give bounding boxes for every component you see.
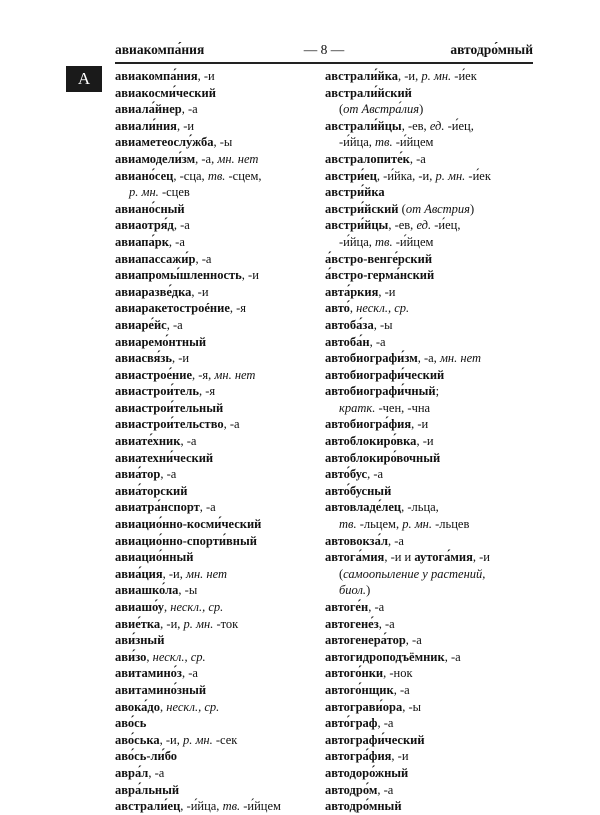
headword-variant: аутога́мия	[414, 550, 473, 565]
headword: авто́граф	[325, 716, 378, 731]
dictionary-entry	[325, 284, 540, 301]
entry-label: ед.	[416, 218, 432, 233]
dictionary-entry	[115, 483, 330, 500]
entry-label: мн. нет	[185, 566, 228, 581]
dictionary-entry	[325, 184, 540, 201]
dictionary-entry	[115, 334, 330, 351]
section-letter-tab: А	[66, 66, 102, 92]
headword: автогенера́тор	[325, 633, 406, 648]
entry-grammar: , -а	[405, 633, 422, 648]
dictionary-entry	[115, 798, 330, 815]
dictionary-entry	[115, 317, 330, 334]
entry-grammar: , -ы	[373, 317, 393, 332]
entry-grammar: , -а	[181, 102, 198, 117]
entry-continuation	[325, 101, 540, 118]
headword: авиатехни́ческий	[115, 450, 214, 465]
dictionary-entry	[325, 665, 540, 682]
headword: авиано́сец	[115, 168, 174, 183]
headword: авиацио́нно-косми́ческий	[115, 517, 262, 532]
headword: автоба́н	[325, 334, 370, 349]
entry-continuation	[325, 582, 540, 599]
headword: авиаре́йс	[115, 317, 167, 332]
headword: австрали́йка	[325, 69, 398, 83]
entry-continuation	[325, 134, 540, 151]
dictionary-entry	[115, 433, 330, 450]
headword: авиа́ция	[115, 566, 163, 581]
dictionary-entry	[115, 168, 330, 185]
entry-grammar: -и́ек	[465, 168, 491, 183]
headword: автобиографи́ческий	[325, 367, 445, 382]
entry-grammar: -льцев	[432, 517, 470, 532]
dictionary-entry	[325, 85, 540, 102]
entry-grammar: , -и и	[384, 550, 415, 565]
dictionary-entry	[115, 101, 330, 118]
dictionary-entry	[325, 350, 540, 367]
headword: авиашко́ла	[115, 583, 179, 598]
entry-continuation	[115, 184, 330, 201]
headword: австри́йка	[325, 185, 385, 200]
entry-grammar: , -а	[173, 218, 190, 233]
entry-label: р. мн.	[435, 168, 466, 183]
headword: авиатра́нспорт	[115, 500, 200, 515]
dictionary-entry	[115, 665, 330, 682]
entry-grammar: , -ев,	[401, 118, 430, 133]
headword: австрали́ец	[115, 799, 181, 814]
entry-continuation	[325, 400, 540, 417]
dictionary-entry	[325, 433, 540, 450]
headword: австралопите́к	[325, 151, 410, 166]
headword: автодоро́жный	[325, 765, 409, 780]
entry-grammar: , -и	[171, 351, 190, 366]
headword: авра́льный	[115, 782, 180, 797]
dictionary-entry	[325, 616, 540, 633]
entry-grammar: , -а	[180, 434, 197, 449]
dictionary-entry	[115, 599, 330, 616]
dictionary-entry	[325, 732, 540, 749]
entry-grammar: -и́йца,	[339, 234, 376, 249]
entry-label: тв.	[339, 517, 357, 532]
dictionary-entry	[115, 682, 330, 699]
entry-grammar: , -а	[409, 151, 426, 166]
dictionary-entry	[325, 715, 540, 732]
dictionary-entry	[325, 151, 540, 168]
entry-grammar: , -а	[367, 467, 384, 482]
entry-grammar: , -я,	[192, 367, 215, 382]
entry-grammar: , -и,	[159, 732, 183, 747]
entry-grammar: , -ы	[402, 699, 422, 714]
entry-grammar: , -и́йка, -и,	[376, 168, 436, 183]
dictionary-entry	[115, 118, 330, 135]
entry-grammar: , -нок	[383, 666, 413, 681]
headword: аво́сь	[115, 716, 147, 731]
headword: авиакомпа́ния	[115, 69, 198, 83]
dictionary-entry	[115, 383, 330, 400]
dictionary-entry	[325, 334, 540, 351]
entry-grammar: , -а	[199, 500, 216, 515]
headword: авто́	[325, 301, 350, 316]
entry-grammar: , -и	[176, 118, 195, 133]
entry-grammar: , -и́йца,	[180, 799, 223, 814]
headword: авиасвя́зь	[115, 351, 172, 366]
dictionary-entry	[115, 68, 330, 85]
entry-grammar: -и́йца,	[339, 135, 376, 150]
entry-grammar: , -ев,	[388, 218, 417, 233]
entry-grammar: , -и,	[160, 616, 184, 631]
headword: авиамодели́зм	[115, 151, 196, 166]
dictionary-entry	[325, 168, 540, 185]
dictionary-entry	[325, 699, 540, 716]
entry-continuation	[325, 516, 540, 533]
page-number: — 8 —	[303, 42, 345, 57]
entry-label: кратк.	[339, 400, 376, 415]
entry-label: мн. нет	[217, 151, 259, 166]
headword: автого́нщик	[325, 682, 394, 697]
headword: авитамино́з	[115, 666, 182, 681]
headword: автодро́мный	[325, 799, 402, 814]
dictionary-entry	[325, 599, 540, 616]
headword: а́встро-венге́рский	[325, 251, 433, 266]
headword: авиастрое́ние	[115, 367, 192, 382]
entry-grammar: , -а	[393, 682, 410, 697]
entry-label: нескл., ср.	[356, 301, 410, 316]
dictionary-entry	[325, 649, 540, 666]
dictionary-entry	[115, 267, 330, 284]
dictionary-entry	[115, 765, 330, 782]
entry-grammar: (	[339, 102, 344, 117]
headword: австри́йский	[325, 201, 399, 216]
dictionary-entry	[325, 300, 540, 317]
dictionary-entry	[115, 566, 330, 583]
entry-grammar: , -а	[377, 716, 394, 731]
page-header	[115, 42, 533, 64]
dictionary-entry	[325, 549, 540, 566]
dictionary-entry	[115, 549, 330, 566]
headword: аво́ська	[115, 732, 160, 747]
entry-grammar: , -а	[377, 782, 394, 797]
headword: авиа́торский	[115, 483, 188, 498]
headword: австрали́йцы	[325, 118, 402, 133]
entry-label: самоопыление у растений,	[343, 566, 486, 581]
entry-grammar: , -а	[223, 417, 240, 432]
headword: авиала́йнер	[115, 102, 182, 117]
entry-grammar: , -а	[168, 234, 185, 249]
dictionary-entry	[325, 267, 540, 284]
dictionary-entry	[325, 251, 540, 268]
entry-grammar: , -и,	[398, 69, 422, 83]
running-head-left: авиакомпа́ния	[115, 42, 205, 57]
dictionary-entry	[115, 416, 330, 433]
dictionary-entry	[325, 118, 540, 135]
entry-grammar: , -и	[391, 749, 409, 764]
headword: авиаремо́нтный	[115, 334, 207, 349]
headword: автобиогра́фия	[325, 417, 412, 432]
headword: автоблокиро́вка	[325, 434, 417, 449]
entry-grammar: -ток	[213, 616, 239, 631]
dictionary-entry	[325, 632, 540, 649]
dictionary-entry	[115, 649, 330, 666]
dictionary-entry	[115, 499, 330, 516]
headword: авта́ркия	[325, 284, 379, 299]
entry-grammar: , -и	[241, 268, 259, 283]
entry-grammar: , -а	[181, 666, 198, 681]
dictionary-entry	[115, 533, 330, 550]
dictionary-entry	[115, 450, 330, 467]
column-left	[115, 68, 330, 815]
headword: авиацио́нно-спорти́вный	[115, 533, 257, 548]
entry-grammar: , -ы	[178, 583, 198, 598]
entry-grammar: , -и	[378, 284, 396, 299]
entry-label: тв.	[375, 135, 393, 150]
entry-grammar: ,	[164, 600, 171, 614]
entry-grammar: , -а	[148, 765, 165, 780]
headword: авиате́хник	[115, 434, 181, 449]
headword: аво́сь-ли́бо	[115, 749, 178, 764]
headword: авиаметеослу́жба	[115, 135, 214, 150]
dictionary-entry	[115, 699, 330, 716]
entry-grammar: -и́йцем	[240, 799, 281, 814]
entry-grammar: -и́ец,	[444, 118, 474, 133]
headword: австрали́йский	[325, 85, 412, 100]
entry-label: тв.	[207, 168, 226, 183]
dictionary-entry	[115, 300, 330, 317]
dictionary-entry	[115, 85, 330, 102]
headword: авиапа́рк	[115, 234, 169, 249]
headword: авиапромы́шленность	[115, 268, 242, 283]
entry-label: р. мн.	[129, 185, 159, 200]
entry-grammar: , -и	[191, 284, 209, 299]
dictionary-entry	[325, 217, 540, 234]
headword: автовокза́л	[325, 533, 388, 548]
dictionary-entry	[115, 782, 330, 799]
entry-label: ед.	[429, 118, 445, 133]
entry-grammar: ;	[435, 384, 440, 399]
dictionary-entry	[325, 466, 540, 483]
headword: авто́бус	[325, 467, 368, 482]
entry-grammar: , -а	[160, 467, 177, 482]
dictionary-entry	[115, 400, 330, 417]
dictionary-entry	[115, 234, 330, 251]
entry-grammar: , -я	[229, 301, 247, 316]
headword: автодро́м	[325, 782, 378, 797]
dictionary-entry	[115, 201, 330, 218]
headword: авиастрои́тель	[115, 384, 200, 399]
dictionary-entry	[325, 483, 540, 500]
entry-grammar: -и́ец,	[431, 218, 461, 233]
entry-grammar: )	[366, 583, 371, 598]
headword: автограви́ора	[325, 699, 403, 714]
headword: автогене́з	[325, 616, 379, 631]
dictionary-entry	[115, 466, 330, 483]
dictionary-entry	[115, 251, 330, 268]
dictionary-entry	[115, 350, 330, 367]
dictionary-entry	[325, 748, 540, 765]
entry-label: тв.	[375, 234, 393, 249]
headword: автовладе́лец	[325, 500, 402, 515]
headword: автогидроподъёмник	[325, 649, 445, 664]
entry-grammar: , -и	[197, 69, 215, 83]
headword: автоблокиро́вочный	[325, 450, 441, 465]
entry-grammar: , -а	[444, 649, 461, 664]
entry-grammar: (	[398, 201, 406, 216]
headword: автобиографи́чный	[325, 384, 436, 399]
entry-grammar: , -а,	[417, 351, 440, 366]
entry-grammar: , -сца,	[173, 168, 208, 183]
column-right	[325, 68, 540, 815]
entry-label: р. мн.	[421, 69, 452, 83]
entry-label: мн. нет	[214, 367, 256, 382]
entry-label: мн. нет	[439, 351, 481, 366]
entry-label: р. мн.	[402, 517, 433, 532]
dictionary-entry	[325, 383, 540, 400]
headword: автоге́н	[325, 600, 369, 614]
entry-continuation	[325, 234, 540, 251]
dictionary-entry	[115, 715, 330, 732]
dictionary-entry	[115, 284, 330, 301]
entry-grammar: , -и	[411, 417, 429, 432]
entry-grammar: -сцев	[158, 185, 190, 200]
headword: авиаотря́д	[115, 218, 174, 233]
entry-label: биол.	[339, 583, 367, 598]
headword: авиано́сный	[115, 201, 185, 216]
dictionary-entry	[115, 151, 330, 168]
entry-grammar: , -и,	[162, 566, 186, 581]
headword: авока́до	[115, 699, 161, 714]
entry-grammar: -и́ек	[451, 69, 477, 83]
entry-grammar: -и́йцем	[392, 135, 434, 150]
entry-label: тв.	[222, 799, 241, 814]
entry-grammar: ,	[160, 699, 167, 714]
entry-grammar: ,	[349, 301, 357, 316]
dictionary-entry	[115, 582, 330, 599]
entry-label: нескл., ср.	[170, 600, 224, 614]
headword: авиаразве́дка	[115, 284, 192, 299]
headword: автого́нки	[325, 666, 384, 681]
dictionary-entry	[115, 616, 330, 633]
entry-grammar: , -а	[378, 616, 395, 631]
entry-label: р. мн.	[183, 616, 214, 631]
headword: автогра́фия	[325, 749, 392, 764]
entry-grammar: -и́йцем	[392, 234, 434, 249]
entry-grammar: -сек	[212, 732, 238, 747]
entry-grammar: , -а	[387, 533, 404, 548]
entry-grammar: -сцем,	[225, 168, 262, 183]
entry-label: нескл., ср.	[152, 649, 206, 664]
entry-grammar: , -а	[369, 334, 386, 349]
dictionary-entry	[325, 367, 540, 384]
headword: автога́мия	[325, 550, 385, 565]
dictionary-entry	[325, 416, 540, 433]
headword: автобиографи́зм	[325, 351, 418, 366]
headword: авиали́ния	[115, 118, 177, 133]
headword: ави́зный	[115, 633, 165, 648]
entry-grammar: , -льца,	[401, 500, 439, 515]
headword: авиаракетостроéние	[115, 301, 230, 316]
dictionary-entry	[325, 682, 540, 699]
entry-grammar: , -и	[472, 550, 490, 565]
entry-grammar: , -ы	[213, 135, 233, 150]
dictionary-entry	[325, 533, 540, 550]
headword: авиапассажи́р	[115, 251, 196, 266]
dictionary-entry	[115, 748, 330, 765]
dictionary-entry	[325, 317, 540, 334]
headword: авие́тка	[115, 616, 161, 631]
entry-label: от Австра́лия	[343, 102, 420, 117]
headword: авра́л	[115, 765, 149, 780]
entry-label: нескл., ср.	[166, 699, 220, 714]
entry-grammar: )	[470, 201, 475, 216]
dictionary-entry	[325, 765, 540, 782]
dictionary-entry	[325, 782, 540, 799]
dictionary-entry	[325, 68, 540, 85]
entry-grammar: , -я	[199, 384, 216, 399]
dictionary-entry	[325, 798, 540, 815]
dictionary-entry	[115, 217, 330, 234]
dictionary-entry	[115, 632, 330, 649]
headword: австри́йцы	[325, 218, 389, 233]
headword: австри́ец	[325, 168, 377, 183]
entry-grammar: )	[419, 102, 424, 117]
dictionary-entry	[115, 367, 330, 384]
running-head-right: автодро́мный	[450, 42, 533, 57]
entry-grammar: ,	[146, 649, 153, 664]
entry-grammar: -льцем,	[356, 517, 403, 532]
entry-grammar: , -и	[416, 434, 434, 449]
headword: авто́бусный	[325, 483, 392, 498]
headword: а́встро-герма́нский	[325, 268, 435, 283]
headword: авитамино́зный	[115, 682, 207, 697]
headword: авиастрои́тельный	[115, 400, 224, 415]
headword: авиашо́у	[115, 600, 165, 614]
entry-grammar: , -а	[195, 251, 212, 266]
entry-grammar: (	[339, 566, 344, 581]
entry-continuation	[325, 566, 540, 583]
entry-grammar: , -а	[368, 600, 385, 614]
entry-label: р. мн.	[182, 732, 213, 747]
entry-grammar: , -а	[166, 317, 183, 332]
headword: авиастрои́тельство	[115, 417, 224, 432]
headword: ави́зо	[115, 649, 147, 664]
headword: авиа́тор	[115, 467, 161, 482]
dictionary-entry	[325, 201, 540, 218]
entry-label: от Австрия	[405, 201, 470, 216]
headword: автографи́ческий	[325, 732, 425, 747]
headword: авиакосми́ческий	[115, 85, 216, 100]
dictionary-entry	[115, 732, 330, 749]
entry-grammar: -чен, -чна	[375, 400, 431, 415]
dictionary-entry	[325, 450, 540, 467]
dictionary-entry	[115, 516, 330, 533]
dictionary-entry	[325, 499, 540, 516]
headword: автоба́за	[325, 317, 374, 332]
dictionary-entry	[115, 134, 330, 151]
headword: авиацио́нный	[115, 550, 194, 565]
header-rule	[115, 62, 533, 64]
entry-grammar: , -а,	[195, 151, 218, 166]
